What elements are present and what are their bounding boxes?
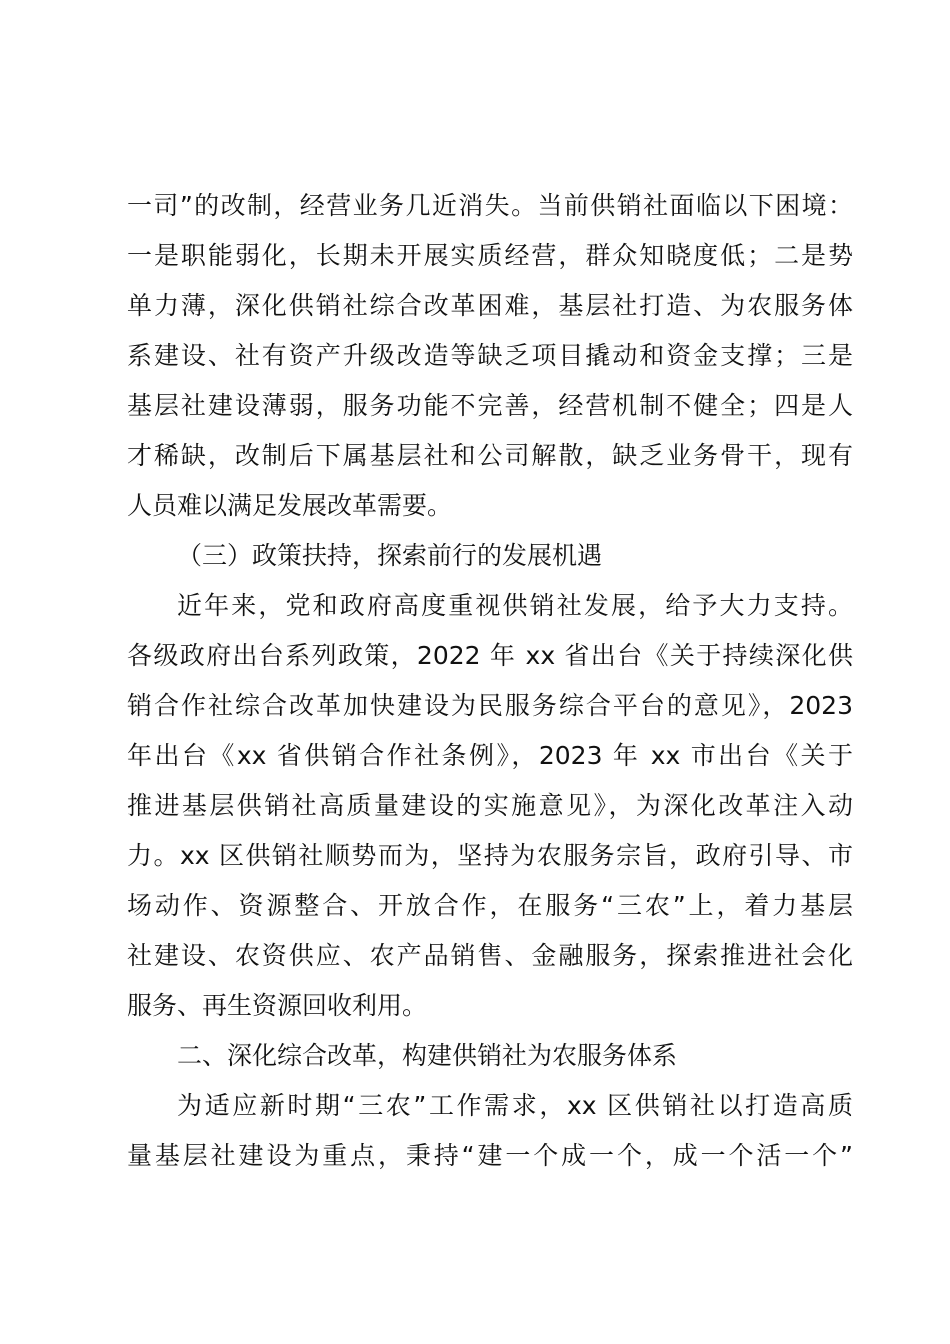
section-subheading-three (127, 531, 853, 581)
subheading-text: （三）政策扶持，探索前行的发展机遇 (177, 541, 603, 570)
paragraph-reform-intro (127, 1081, 853, 1181)
text-line: 推进基层供销社高质量建设的实施意见》，为深化改革注入动 (127, 791, 853, 820)
text-line: 一是职能弱化，长期未开展实质经营，群众知晓度低；二是势 (127, 241, 853, 270)
text-line: 年出台《xx 省供销合作社条例》，2023 年 xx 市出台《关于 (127, 741, 853, 770)
section-heading-two (127, 1031, 853, 1081)
text-line: 力。xx 区供销社顺势而为，坚持为农服务宗旨，政府引导、市 (127, 841, 853, 870)
text-line: 一司”的改制，经营业务几近消失。当前供销社面临以下困境： (127, 191, 853, 220)
text-line: 人员难以满足发展改革需要。 (127, 491, 453, 520)
text-line: 量基层社建设为重点，秉持“建一个成一个，成一个活一个” (127, 1141, 853, 1170)
text-line: 销合作社综合改革加快建设为民服务综合平台的意见》，2023 (127, 691, 853, 720)
text-line: 场动作、资源整合、开放合作，在服务“三农”上，着力基层 (127, 891, 853, 920)
text-line: 才稀缺，改制后下属基层社和公司解散，缺乏业务骨干，现有 (127, 441, 853, 470)
text-line: 单力薄，深化供销社综合改革困难，基层社打造、为农服务体 (127, 291, 853, 320)
heading-text: 二、深化综合改革，构建供销社为农服务体系 (177, 1041, 678, 1070)
paragraph-challenges (127, 181, 853, 531)
paragraph-policy-support (127, 581, 853, 1031)
text-line: 系建设、社有资产升级改造等缺乏项目撬动和资金支撑；三是 (127, 341, 853, 370)
text-line: 服务、再生资源回收利用。 (127, 991, 428, 1020)
text-line: 近年来，党和政府高度重视供销社发展，给予大力支持。 (177, 591, 853, 620)
text-line: 为适应新时期“三农”工作需求，xx 区供销社以打造高质 (177, 1091, 853, 1120)
text-line: 基层社建设薄弱，服务功能不完善，经营机制不健全；四是人 (127, 391, 853, 420)
text-line: 社建设、农资供应、农产品销售、金融服务，探索推进社会化 (127, 941, 853, 970)
document-body (127, 181, 853, 1181)
text-line: 各级政府出台系列政策，2022 年 xx 省出台《关于持续深化供 (127, 641, 853, 670)
